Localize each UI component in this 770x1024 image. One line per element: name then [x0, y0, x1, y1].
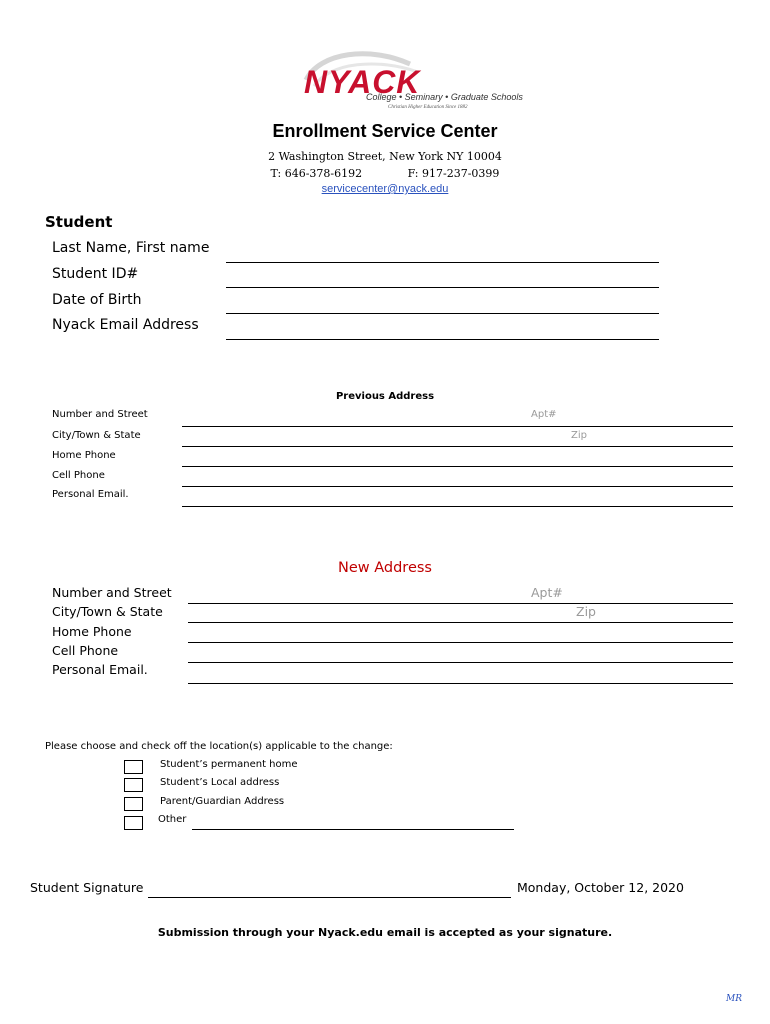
date-of-birth-field[interactable] [226, 313, 659, 314]
prev-home-phone-label: Home Phone [52, 450, 116, 461]
new-cell-phone-label: Cell Phone [52, 643, 119, 658]
new-personal-email-label: Personal Email. [52, 662, 148, 677]
location-prompt: Please choose and check off the location(s) applicable to the change: [45, 741, 393, 752]
student-id-label: Student ID# [52, 266, 139, 282]
prev-zip-hint: Zip [571, 430, 587, 441]
initials-mark: MR [726, 994, 742, 1004]
other-label: Other [158, 814, 187, 825]
previous-address-heading: Previous Address [335, 391, 435, 402]
signature-label: Student Signature [30, 880, 144, 895]
parent-guardian-checkbox[interactable] [124, 797, 143, 811]
new-street-label: Number and Street [52, 585, 172, 600]
prev-street-label: Number and Street [52, 409, 148, 420]
new-city-field[interactable] [188, 622, 733, 623]
new-apt-hint: Apt# [531, 585, 563, 600]
prev-city-field[interactable] [182, 446, 733, 447]
street-address: 2 Washington Street, New York NY 10004 [268, 150, 502, 163]
local-address-label: Student’s Local address [160, 777, 280, 788]
new-home-phone-field[interactable] [188, 642, 733, 643]
parent-guardian-label: Parent/Guardian Address [160, 796, 285, 807]
date-of-birth-label: Date of Birth [52, 292, 142, 308]
logo-subtitle: College • Seminary • Graduate Schools [366, 92, 523, 102]
signature-date: Monday, October 12, 2020 [517, 880, 684, 895]
signature-field[interactable] [148, 897, 511, 898]
prev-apt-hint: Apt# [531, 409, 557, 420]
other-location-field[interactable] [192, 829, 514, 830]
logo-tagline: Christian Higher Education Since 1882 [388, 105, 468, 110]
new-home-phone-label: Home Phone [52, 624, 132, 639]
prev-personal-email-field[interactable] [182, 506, 733, 507]
submission-note: Submission through your Nyack.edu email is accepted as your signature. [157, 926, 613, 939]
new-zip-hint: Zip [576, 604, 596, 619]
service-email-link[interactable]: servicecenter@nyack.edu [321, 183, 449, 195]
nyack-email-field[interactable] [226, 339, 659, 340]
prev-cell-phone-label: Cell Phone [52, 470, 105, 481]
prev-street-field[interactable] [182, 426, 733, 427]
permanent-home-label: Student’s permanent home [160, 759, 298, 770]
nyack-email-label: Nyack Email Address [52, 317, 199, 333]
new-cell-phone-field[interactable] [188, 662, 733, 663]
last-first-name-field[interactable] [226, 262, 659, 263]
student-heading: Student [45, 213, 113, 231]
other-checkbox[interactable] [124, 816, 143, 830]
new-street-field[interactable] [188, 603, 733, 604]
new-city-label: City/Town & State [52, 604, 163, 619]
logo-wordmark: NYACK [304, 64, 421, 100]
new-personal-email-field[interactable] [188, 683, 733, 684]
prev-cell-phone-field[interactable] [182, 486, 733, 487]
student-id-field[interactable] [226, 287, 659, 288]
permanent-home-checkbox[interactable] [124, 760, 143, 774]
local-address-checkbox[interactable] [124, 778, 143, 792]
prev-personal-email-label: Personal Email. [52, 489, 129, 500]
nyack-logo [300, 50, 523, 116]
new-address-heading: New Address [338, 560, 432, 576]
page-title: Enrollment Service Center [272, 121, 498, 141]
prev-city-label: City/Town & State [52, 430, 141, 441]
last-first-name-label: Last Name, First name [52, 240, 210, 256]
phone-fax: T: 646-378-6192 F: 917-237-0399 [270, 167, 500, 180]
prev-home-phone-field[interactable] [182, 466, 733, 467]
